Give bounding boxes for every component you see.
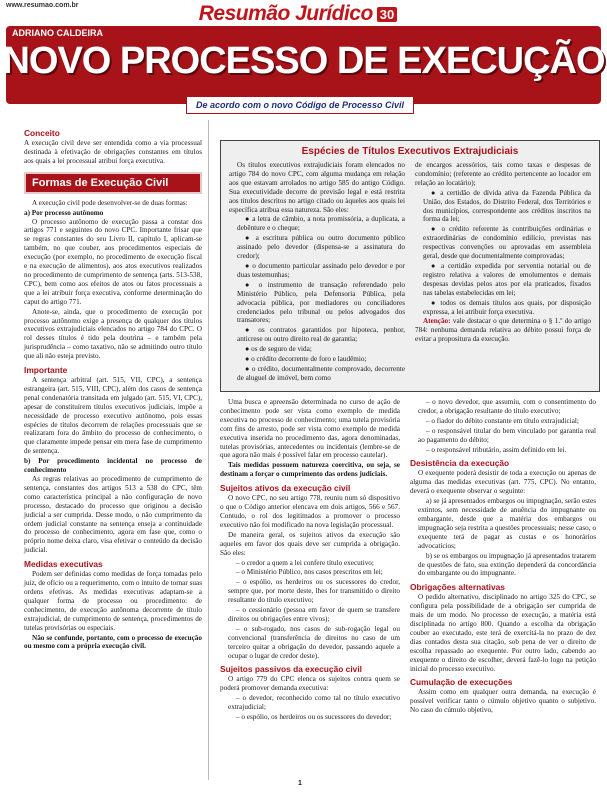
list-item: – o espólio, os herdeiros ou os sucessores do credor, sempre que, por morte deste, lhes for transmitido o direito resultante do título executivo; <box>228 578 400 605</box>
page-subtitle: De acordo com o novo Código de Processo Civil <box>195 100 405 110</box>
atencao-text: vale destacar o que determina o § 1.º do artigo 784: nenhuma demanda relativa ao débito possui força de evitar a propositura da execução. <box>415 317 592 344</box>
list-item: – o devedor, reconhecido como tal no título executivo extrajudicial; <box>228 694 400 712</box>
section-heading-conceito: Conceito <box>24 128 60 138</box>
paragraph: O processo autônomo de execução passa a constar dos artigos 771 e seguintes do novo CPC. Importante frisar que se regras constantes do seu Livro II, capítulo I, aplicam-se também, no que couber, aos procedimentos especiais de execução (por exemplo, no procedimento de execução fiscal e na execução de alimentos), aos atos executivos realizados no procedimento de cumprimento de sentença (arts. 513-538, CPC), bem como aos efeitos de atos ou fatos processuais a que a lei atribuir força executiva, conforme determinação do caput do artigo 771. <box>24 217 202 306</box>
section-heading-importante: Importante <box>24 365 68 376</box>
page-title: NOVO PROCESSO DE EXECUÇÃO <box>2 40 605 82</box>
page-number: 1 <box>298 780 302 787</box>
paragraph: O pedido alternativo, disciplinado no artigo 325 do CPC, se configura pela possibilidade de a obrigação ser cumprida de mais de um modo. No processo de execução, a matéria está disciplinada no artigo 800. Quando a escolha da obrigação couber ao executado, este terá de exercitá-la no prazo de dez dias contados desta sua citação, sob pena de ver o direito de escolha repassado ao exequente. Por outro lado, cabendo ao exequente o direito de escolher, deverá fazê-lo logo na petição inicial do processo executivo. <box>410 593 596 673</box>
middle-column <box>220 398 400 723</box>
species-column-left <box>229 161 405 384</box>
list-item: ● a escritura pública ou outro documento público assinado pelo devedor (dispensa-se a assinatura do credor); <box>237 234 405 261</box>
section-heading-desistencia: Desistência da execução <box>410 458 510 469</box>
paragraph: Tais medidas possuem natureza coercitiva, ou seja, se destinam a forçar o cumprimento das ordens judiciais. <box>220 461 400 479</box>
author-name: ADRIANO CALDEIRA <box>12 28 103 38</box>
paragraph: A execução civil pode desenvolver-se de duas formas: <box>32 198 188 207</box>
paragraph: O exequente poderá desistir de toda a execução ou apenas de alguma das medidas executivas (art. 775, CPC). No entanto, deverá o exequente observar o seguinte: <box>410 469 596 496</box>
atencao-note <box>415 317 591 344</box>
list-item: ● o instrumento de transação referendado pelo Ministério Público, pela Defensoria Pública, pela advocacia pública, por mediadores ou conciliadores credenciados pelo tribunal ou pelos advogados dos transatores; <box>237 280 405 325</box>
list-item: – o sub-rogado, nos casos de sub-rogação legal ou convencional (transferência de direitos no caso de um terceiro quitar a obrigação do devedor, passando aquele a ocupar o lugar de credor deste). <box>228 624 400 660</box>
paragraph: A sentença arbitral (art. 515, VII, CPC), a sentença estrangeira (art. 515, VIII, CPC), além dos casos de sentença penal condenatória transitada em julgado (art. 515, VI, CPC), apesar de constituírem títulos executivos judiciais, impõe a necessidade de processo executivo autônomo, pois essas espécies de títulos decorrem de relações processuais que se realizaram fora do âmbito do processo de conhecimento, o que claramente impede pensar em mera fase de cumprimento de sentença. <box>24 376 202 456</box>
left-column <box>24 124 202 652</box>
atencao-label: Atenção: <box>423 317 451 326</box>
right-column <box>410 398 596 716</box>
section-heading-obrigacoes: Obrigações alternativas <box>410 582 505 593</box>
series-title: Resumão Jurídico <box>198 2 373 25</box>
paragraph: O artigo 779 do CPC elenca os sujeitos contra quem se poderá promover demanda executiva: <box>220 675 400 693</box>
subheading-b: b) Por procedimento incidental no processo de conhecimento <box>24 457 202 475</box>
section-heading-passivos: Sujeitos passivos da execução civil <box>220 664 362 675</box>
list-item: ● a letra de câmbio, a nota promissória, a duplicata, a debênture e o cheque; <box>237 215 405 233</box>
subheading-a: a) Por processo autônomo <box>24 208 104 217</box>
list-item: ● a certidão de dívida ativa da Fazenda Pública da União, dos Estados, do Distrito Federal, dos Territórios e dos municípios, correspondente aos créditos inscritos na forma da lei; <box>423 188 591 224</box>
series-number: 30 <box>377 7 397 22</box>
list-item: ● todos os demais títulos aos quais, por disposição expressa, a lei atribuir força executiva. <box>423 298 591 316</box>
paragraph: Uma busca e apreensão determinada no curso de ação de conhecimento pode ser vista como exemplo de medida executiva no processo de conhecimento; uma tutela provisória com fins de arresto, pode ser vista como exemplo de medida executiva inserida no procedimento das, agora denominadas, tutelas provisórias, antecedentes ou incidentais (lembre-se de que agora não mais é possível falar em processo cautelar). <box>220 398 400 460</box>
paragraph: de encargos acessórios, tais como taxas e despesas de condomínio; (referente ao crédito pertencente ao locador em relação ao locatário); <box>415 161 591 187</box>
section-box-formas: Formas de Execução Civil <box>24 172 202 194</box>
list-item: – o espólio, os herdeiros ou os sucessores do devedor; <box>236 713 392 722</box>
list-item: – o cessionário (pessoa em favor de quem se transfere direitos ou obrigações entre vivos); <box>228 606 400 623</box>
paragraph: De maneira geral, os sujeitos ativos da execução são aqueles em favor dos quais deve ser cumprida a obrigação. São eles: <box>220 530 400 557</box>
site-url: www.resumao.com.br <box>6 2 79 9</box>
paragraph: A execução civil deve ser entendida como a via processual destinada à efetivação de obrigações constantes em títulos aos quais a lei processual atribui força executiva. <box>24 139 202 165</box>
list-item: – o responsável titular do bem vinculado por garantia real ao pagamento do débito; <box>418 426 596 444</box>
list-item: a) se já apresentados embargos ou impugnação, serão estes extintos, sem necessidade de anuência do impugnante ou embargante, desde que a matéria dos embargos ou impugnação seja restrita a questões processuais; nesse caso, o exequente terá de pagar as custas e os honorários advocatícios; <box>418 497 596 550</box>
list-item: ● o documento particular assinado pelo devedor e por duas testemunhas; <box>237 261 405 279</box>
paragraph: O novo CPC, no seu artigo 778, reuniu num só dispositivo o que o Código anterior elencava em dois artigos, 566 e 567. Contudo, o rol dos legitimados a promover o processo executivo não foi modificado na nova legislação processual. <box>220 494 400 529</box>
list-item: ● o crédito decorrente de foro e laudêmio; <box>245 355 367 364</box>
species-column-right <box>415 161 591 345</box>
subtitle-bar <box>186 96 414 114</box>
column-divider <box>208 120 209 780</box>
species-box <box>220 140 600 392</box>
section-heading-ativos: Sujeitos ativos da execução civil <box>220 483 351 494</box>
list-item: ● os de seguro de vida; <box>245 345 312 354</box>
section-heading-cumulacao: Cumulação de execuções <box>410 677 513 688</box>
paragraph: Não se confunde, portanto, com o processo de execução ou mesmo com a própria execução civil. <box>24 633 202 651</box>
list-item: b) se os embargos ou impugnação já apresentados tratarem de questões de fato, sua extinção dependerá da concordância do embargante ou do impugnante. <box>418 551 596 578</box>
paragraph: Podem ser definidas como medidas de força tomadas pelo juiz, de ofício ou a requerimento, com o intuito de tornar suas ordens efetivas. As medidas executivas adaptam-se a qualquer forma de processo ou procedimento: de conhecimento, de execução autônoma decorrente de título extrajudicial, de cumprimento de sentença, procedimentos de tutelas provisórias ou especiais. <box>24 570 202 632</box>
list-item: – o novo devedor, que assumiu, com o consentimento do credor, a obrigação resultante do título executivo; <box>418 398 596 415</box>
section-heading-medidas: Medidas executivas <box>24 559 103 570</box>
list-item: – o credor a quem a lei confere título executivo; <box>236 558 374 567</box>
species-title: Espécies de Títulos Executivos Extrajudiciais <box>301 146 519 157</box>
paragraph: Assim como em qualquer outra demanda, na execução é possível verificar tanto o cúmulo objetivo quanto o subjetivo. No caso do cúmulo objetivo, <box>410 688 596 715</box>
paragraph: Anote-se, ainda, que o procedimento de execução por processo autônomo exige a presença de qualquer dos títulos executivos extrajudiciais elencados no artigo 784 do CPC. O rol desses títulos é tido pela doutrina – e também pela jurisprudência – como taxativo, não se admitindo outro título que ali não esteja previsto. <box>24 307 202 361</box>
list-item: – o responsável tributário, assim definido em lei. <box>426 445 567 454</box>
paragraph: As regras relativas ao procedimento de cumprimento de sentença, constantes dos artigos 513 a 538 do CPC, têm como característica principal a não configuração de novo processo, destacado do processo que originou a decisão judicial a ser cumprida. Desse modo, o não cumprimento da ordem judicial constante na sentença enseja a continuidade do processo de conhecimento, agora em fase que, como o próprio nome deixa claro, visa efetivar o conteúdo da decisão judicial. <box>24 475 202 555</box>
list-item: ● o crédito referente às contribuições ordinárias e extraordinárias de condomínio edilício, previstas nas respectivas convenções ou aprovadas em assembleia geral, desde que documentalmente comprovadas; <box>423 225 591 261</box>
list-item: ● o crédito, documentalmente comprovado, decorrente de aluguel de imóvel, bem como <box>237 364 405 382</box>
list-item: – o fiador do débito constante em título extrajudicial; <box>426 416 579 425</box>
list-item: ● os contratos garantidos por hipoteca, penhor, anticrese ou outro direito real de garantia; <box>237 326 405 344</box>
paragraph: Os títulos executivos extrajudiciais foram elencados no artigo 784 do novo CPC, com alguma mudança em relação aos que estavam arrolados no artigo 585 do antigo Código. Sua executividade decorre de previsão legal e está restrita aos títulos descritos no artigo citado ou àqueles aos quais lei específica atribua essa natureza. São eles: <box>229 161 405 214</box>
list-item: – o Ministério Público, nos casos prescritos em lei; <box>236 568 383 577</box>
series-logo <box>186 2 410 26</box>
list-item: ● a certidão expedida por serventia notarial ou de registro relativa a valores de emolumentos e demais despesas devidas pelos atos por ela praticados, fixados nas tabelas estabelecidas em lei; <box>423 261 591 297</box>
